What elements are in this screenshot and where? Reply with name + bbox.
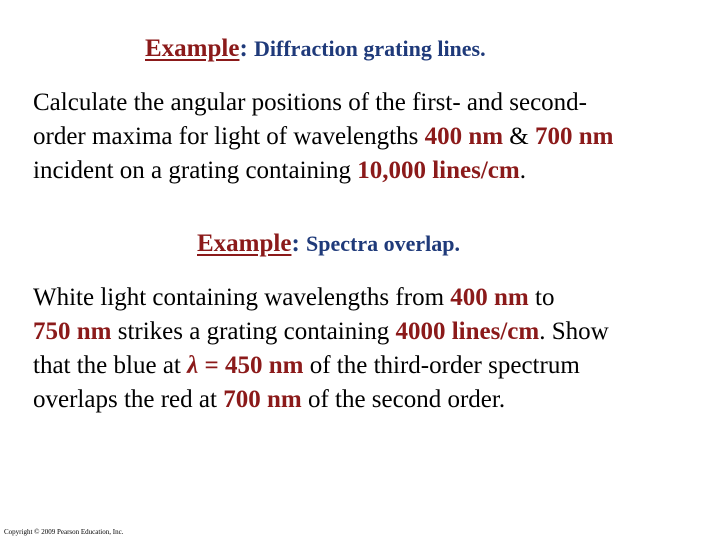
example-2-problem-text <box>33 281 703 417</box>
example-2-title-topic: Spectra overlap. <box>306 231 460 256</box>
example-2-line-2b: strikes a grating containing <box>111 318 396 345</box>
example-2-wavelength-max: 750 nm <box>33 318 112 345</box>
example-2-line-3a: that the blue at <box>33 352 188 379</box>
example-2-wavelength-min: 400 nm <box>450 284 529 311</box>
example-1-wavelength-1: 400 nm <box>424 123 504 150</box>
example-2-line-4c: of the second order. <box>301 386 506 413</box>
copyright-notice: Copyright © 2009 Pearson Education, Inc. <box>4 528 124 536</box>
example-1-title-topic: Diffraction grating lines. <box>254 36 486 61</box>
example-1-line-density: 10,000 lines/cm <box>357 157 520 184</box>
example-2-title-key: Example <box>197 230 292 257</box>
example-2-line-density: 4000 lines/cm <box>395 318 540 345</box>
example-2-line-4a: overlaps the red at <box>33 386 224 413</box>
example-1-line-1: Calculate the angular positions of the first- and second- <box>33 89 588 116</box>
example-1-wavelength-2: 700 nm <box>535 123 614 150</box>
example-1-line-3a: incident on a grating containing <box>33 157 358 184</box>
example-1-problem-text <box>33 86 703 188</box>
example-1-title <box>145 36 486 61</box>
example-2-line-2d: . Show <box>539 318 609 345</box>
example-2-line-3c: of the third-order spectrum <box>303 352 580 379</box>
example-2-line-1c: to <box>528 284 555 311</box>
example-2-blue-wavelength: = 450 nm <box>198 352 304 379</box>
example-1-line-3c: . <box>519 157 526 184</box>
example-1-title-key: Example <box>145 35 240 62</box>
example-1-title-colon: : <box>239 35 248 62</box>
example-2-title-colon: : <box>291 230 300 257</box>
example-2-red-wavelength: 700 nm <box>223 386 302 413</box>
example-1-line-2a: order maxima for light of wavelengths <box>33 123 425 150</box>
lambda-symbol: λ <box>187 352 199 379</box>
example-1-line-2c: & <box>503 123 535 150</box>
example-2-line-1a: White light containing wavelengths from <box>33 284 451 311</box>
example-2-title <box>197 231 460 256</box>
